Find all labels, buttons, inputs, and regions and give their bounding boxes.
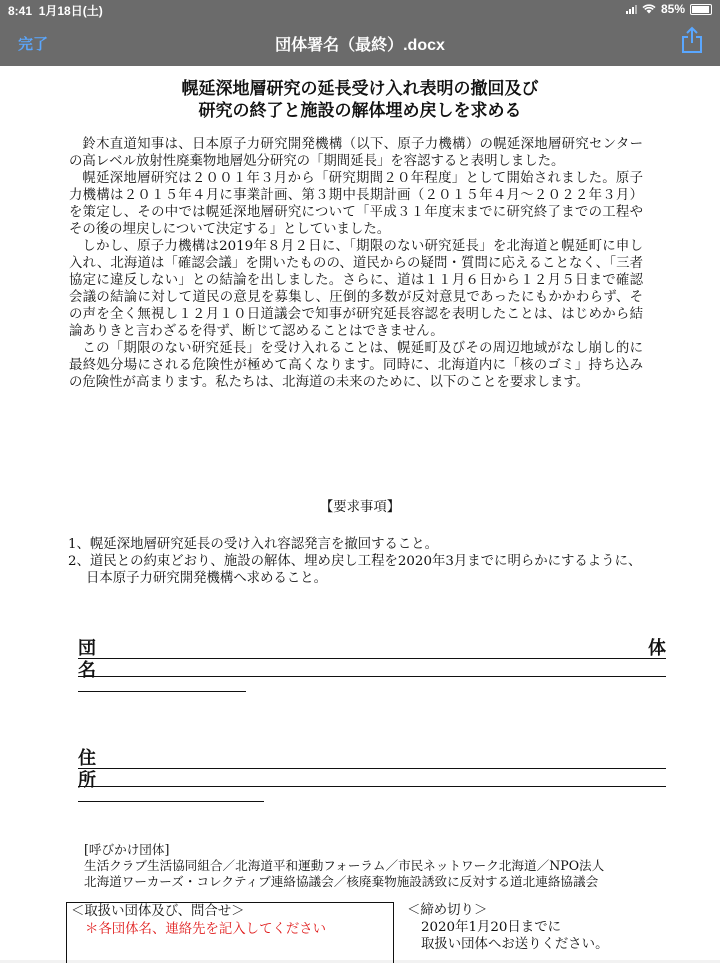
share-icon[interactable] — [680, 26, 704, 54]
contact-box — [66, 902, 394, 963]
deadline-send: 取扱い団体へお送りください。 — [421, 937, 609, 952]
requests-title: 【要求事項】 — [319, 500, 401, 515]
address-label-left: 住 — [78, 748, 96, 769]
done-button[interactable]: 完了 — [18, 36, 49, 53]
nav-bar — [0, 18, 720, 66]
deadline-title: ＜締め切り＞ — [407, 903, 488, 918]
contact-note: ＊各団体名、連絡先を記入してください — [85, 922, 327, 937]
address-underline — [78, 801, 264, 802]
address-field-line-2[interactable] — [78, 766, 666, 791]
status-bar — [0, 0, 720, 18]
callers-title: [呼びかけ団体] — [84, 842, 170, 857]
status-right — [626, 2, 712, 16]
org-underline — [78, 691, 246, 692]
battery-level — [692, 6, 709, 13]
request-item: 2、道民との約束どおり、施設の解体、埋め戻し工程を2020年3月までに明らかにするように、日本原子力研究開発機構へ求めること。 — [68, 554, 642, 586]
doc-title-line-1: 幌延深地層研究の延長受け入れ表明の撤回及び — [181, 79, 539, 99]
deadline-block — [407, 902, 608, 953]
org-label-next: 名 — [78, 660, 96, 681]
doc-title-line-2: 研究の終了と施設の解体埋め戻しを求める — [198, 101, 522, 121]
request-item: 1、幌延深地層研究延長の受け入れ容認発言を撤回すること。 — [68, 537, 439, 552]
battery-percent: 85% — [660, 2, 685, 16]
document-title: 団体署名（最終）.docx — [275, 37, 445, 54]
body-text — [69, 136, 643, 391]
paragraph: 幌延深地層研究は２００１年３月から「研究期間２０年程度」として開始されました。原子力機構は２０１５年４月に事業計画、第３期中長期計画（２０１５年４月～２０２２年３月）を策定し、その中では幌延深地層研究について「平成３１年度末までに研究終了までの工程やその後の埋戻しについて決定する」としていました。 — [69, 171, 643, 237]
org-label-right: 体 — [648, 638, 666, 659]
callers-line: 北海道ワーカーズ・コレクティブ連絡協議会／核廃棄物施設誘致に反対する道北連絡協議会 — [84, 874, 599, 889]
requests-list — [68, 536, 648, 587]
contact-title: ＜取扱い団体及び、問合せ＞ — [71, 904, 245, 919]
wifi-icon — [642, 4, 656, 14]
org-label-left: 団 — [78, 638, 96, 659]
status-time: 8:41 1月18日(土) — [8, 4, 103, 18]
address-label-next: 所 — [78, 770, 96, 791]
paragraph: 鈴木直道知事は、日本原子力研究開発機構（以下、原子力機構）の幌延深地層研究センターの高レベル放射性廃棄物地層処分研究の「期間延長」を容認すると表明しました。 — [69, 137, 643, 169]
calling-organizations — [84, 842, 664, 890]
paragraph: しかし、原子力機構は2019年８月２日に、「期限のない研究延長」を北海道と幌延町に申し入れ、北海道は「確認会議」を開いたものの、道民からの疑問・質問に応えることなく、「三者協定に違反しない」との結論を出しました。さらに、道は１１月６日から１２月５日まで確認会議の結論に対して道民の意見を募集し、圧倒的多数が反対意見であったにもかかわらず、その声を全く無視し１２月１０日道議会で知事が研究延長容認を表明したことは、はじめから結論ありきと言わざるを得ず、断じて認めることはできません。 — [69, 239, 643, 339]
deadline-date: 2020年1月20日までに — [421, 920, 561, 935]
paragraph: この「期限のない研究延長」を受け入れることは、幌延町及びその周辺地域がなし崩し的に最終処分場にされる危険性が極めて高くなります。同時に、北海道内に「核のゴミ」持ち込みの危険性が高まります。私たちは、北海道の未来のために、以下のことを要求します。 — [69, 341, 643, 390]
signal-icon — [626, 4, 637, 14]
battery-icon — [690, 4, 712, 15]
org-name-field-line-2[interactable] — [78, 656, 666, 681]
callers-line: 生活クラブ生活協同組合／北海道平和運動フォーラム／市民ネットワーク北海道／NPO法人 — [84, 858, 605, 873]
document-page[interactable] — [0, 66, 720, 960]
